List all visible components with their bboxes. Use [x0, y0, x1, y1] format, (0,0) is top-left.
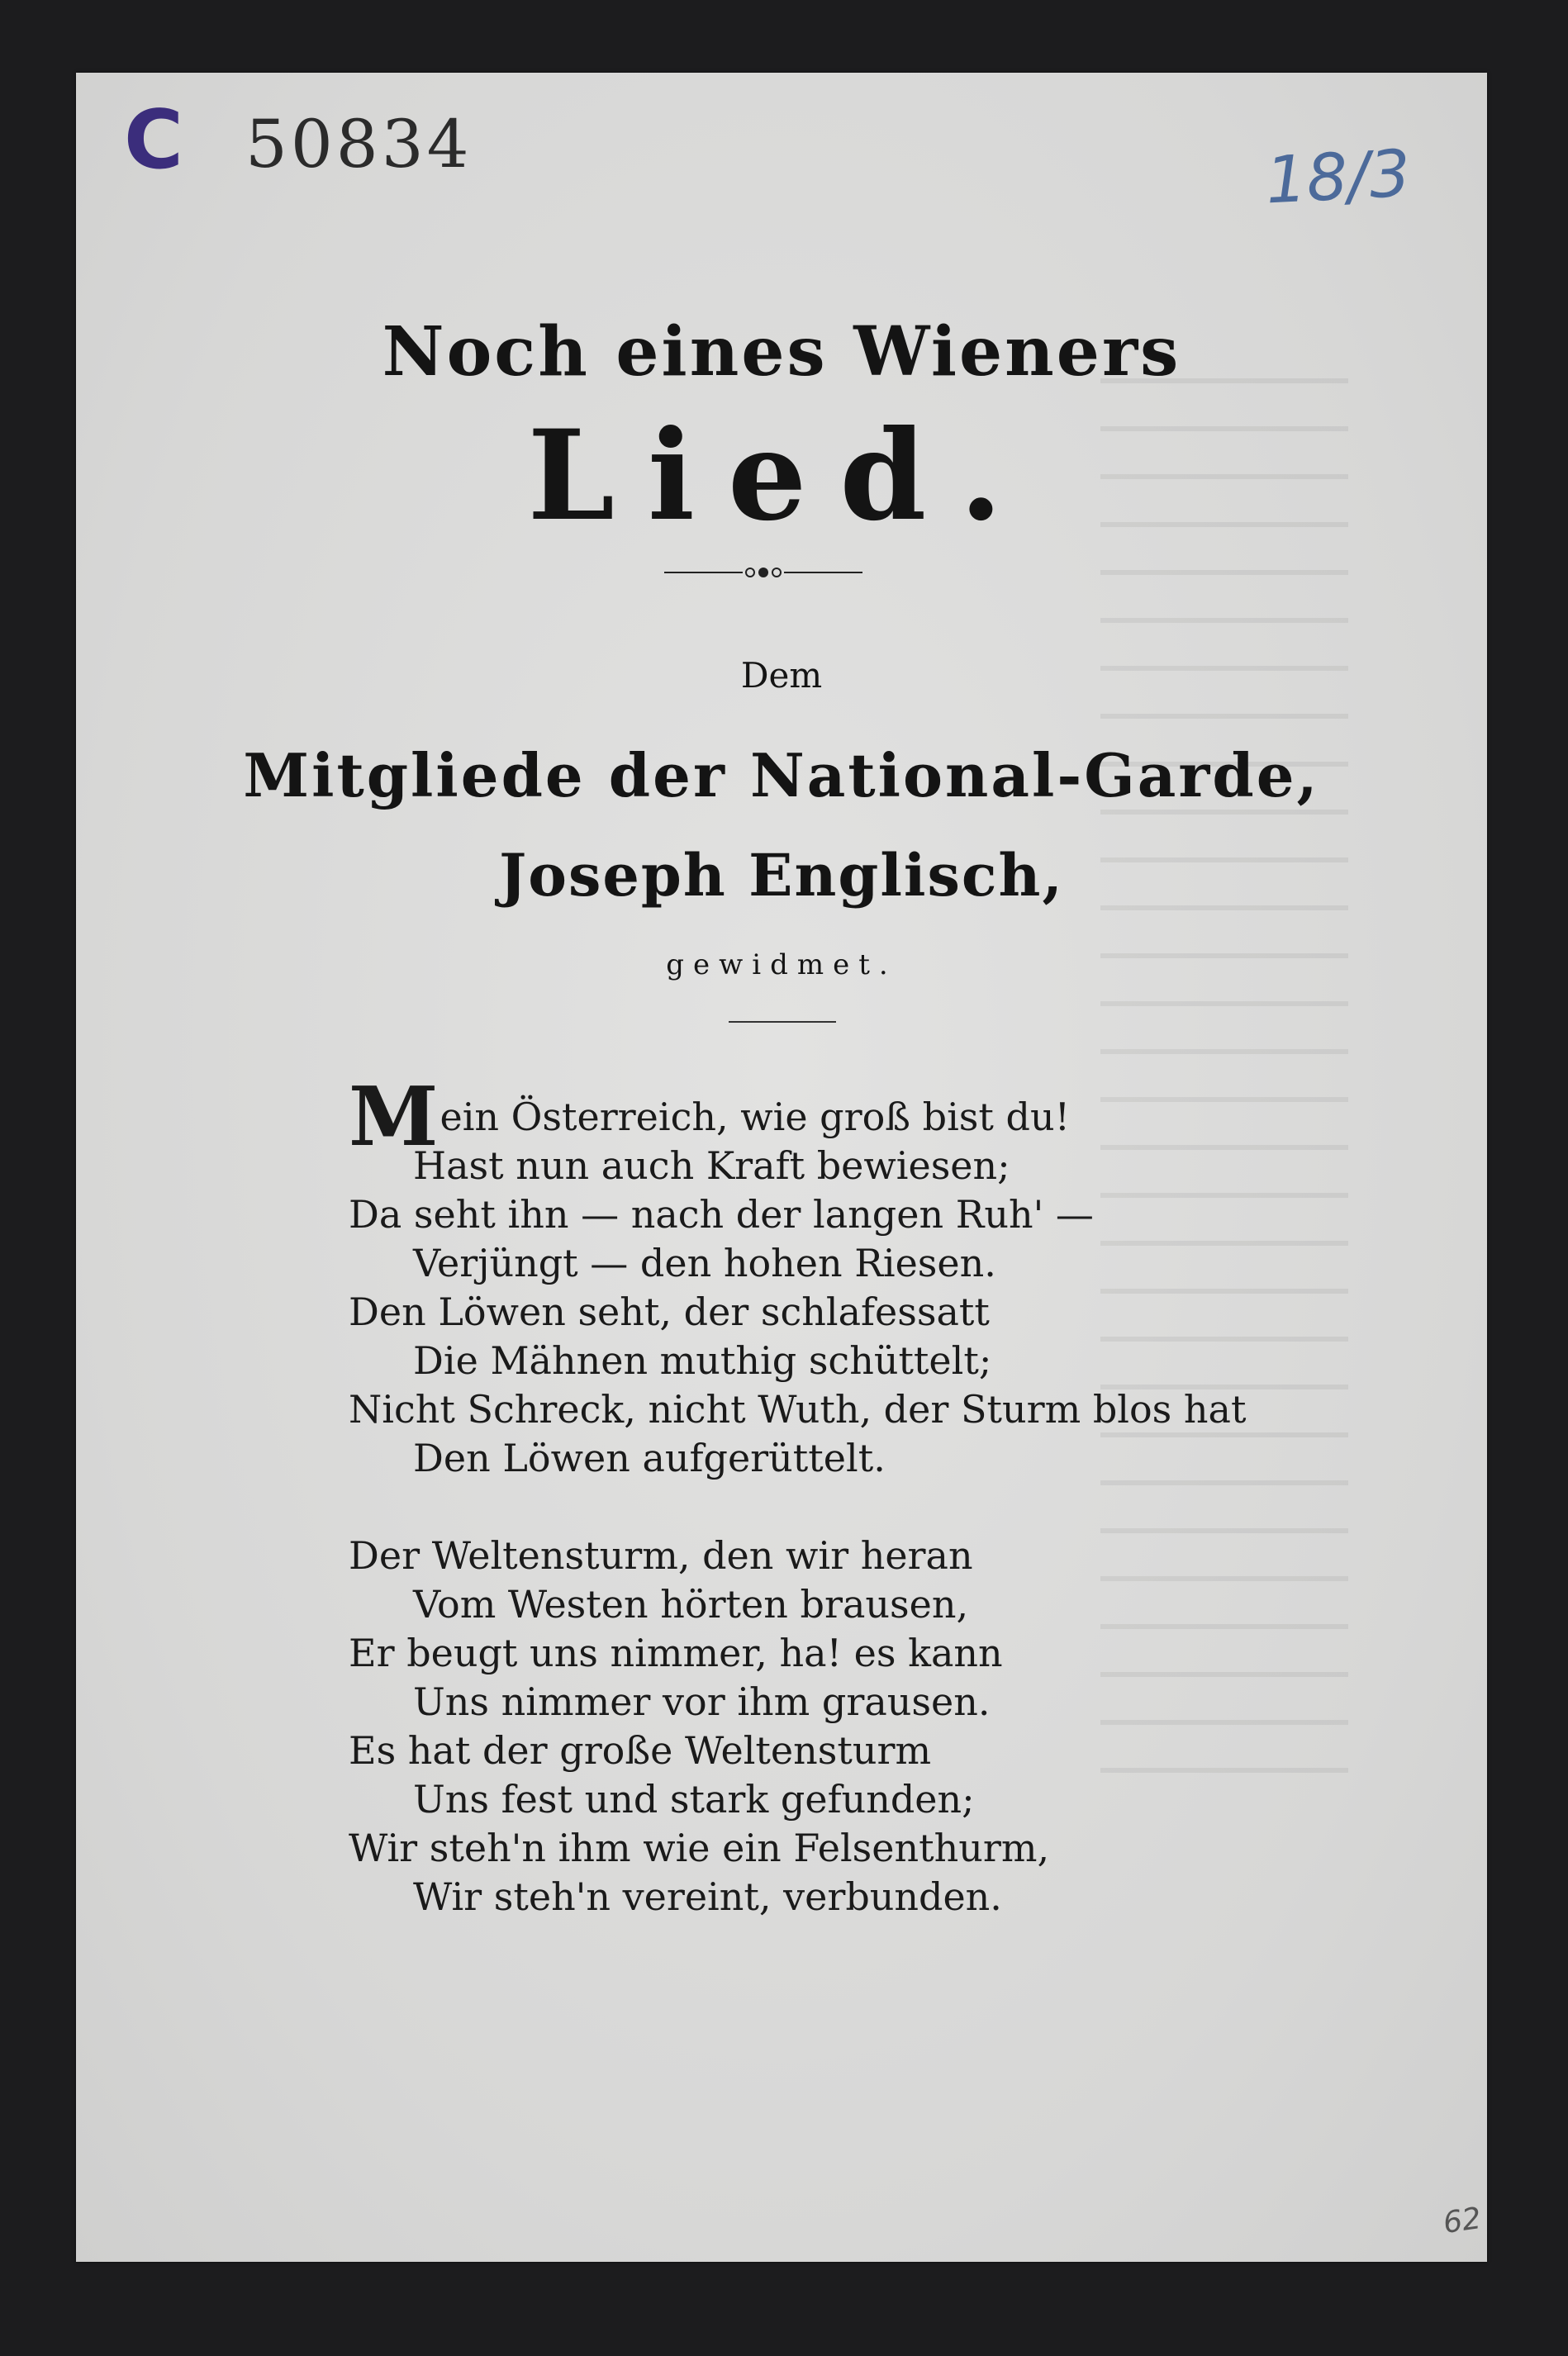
poem-line: Hast nun auch Kraft bewiesen;	[413, 1143, 1010, 1188]
poem-line: Uns nimmer vor ihm grausen.	[413, 1679, 991, 1724]
dedication-main: Mitgliede der National-Garde,	[243, 740, 1320, 810]
drop-cap: M	[349, 1070, 439, 1165]
handwritten-folio-number: 62	[1441, 2202, 1484, 2240]
document-page	[76, 73, 1487, 2262]
poem-line: Verjüngt — den hohen Riesen.	[413, 1241, 996, 1285]
poem-line-text: ein Österreich, wie groß bist du!	[440, 1095, 1071, 1139]
poem-line: Den Löwen seht, der schlafessatt	[349, 1290, 990, 1334]
poem-line: Nicht Schreck, nicht Wuth, der Sturm blos hat	[349, 1387, 1247, 1432]
poem-line: Vom Westen hörten brausen,	[413, 1582, 969, 1627]
divider-rule	[729, 1021, 836, 1023]
poem-line: Der Weltensturm, den wir heran	[349, 1533, 973, 1578]
poem	[349, 1070, 1247, 1970]
poem-line: Da seht ihn — nach der langen Ruh' —	[349, 1192, 1094, 1237]
handwritten-shelf-mark: 18/3	[1263, 136, 1413, 219]
title-line-2: Lied.	[527, 403, 1036, 549]
title-line-1: Noch eines Wieners	[382, 312, 1181, 392]
stanza-1	[349, 1070, 1247, 1483]
dedication-prefix: Dem	[740, 655, 823, 696]
dedication-suffix: gewidmet.	[666, 948, 897, 981]
poem-line: Wir steh'n ihm wie ein Felsenthurm,	[349, 1826, 1050, 1870]
dedication-name: Joseph Englisch,	[499, 841, 1064, 910]
stanza-2	[349, 1532, 1246, 1921]
library-stamp-letter: C	[124, 93, 183, 188]
poem-line: Die Mähnen muthig schüttelt;	[413, 1338, 992, 1383]
poem-line: Es hat der große Weltensturm	[349, 1728, 932, 1773]
poem-line: Uns fest und stark gefunden;	[413, 1777, 975, 1822]
ornament-divider	[664, 560, 862, 585]
poem-line	[349, 1070, 1246, 1165]
poem-line: Er beugt uns nimmer, ha! es kann	[349, 1631, 1003, 1675]
poem-line: Den Löwen aufgerüttelt.	[413, 1436, 886, 1480]
library-stamp-number: 50834	[245, 106, 473, 183]
poem-line: Wir steh'n vereint, verbunden.	[413, 1874, 1002, 1919]
